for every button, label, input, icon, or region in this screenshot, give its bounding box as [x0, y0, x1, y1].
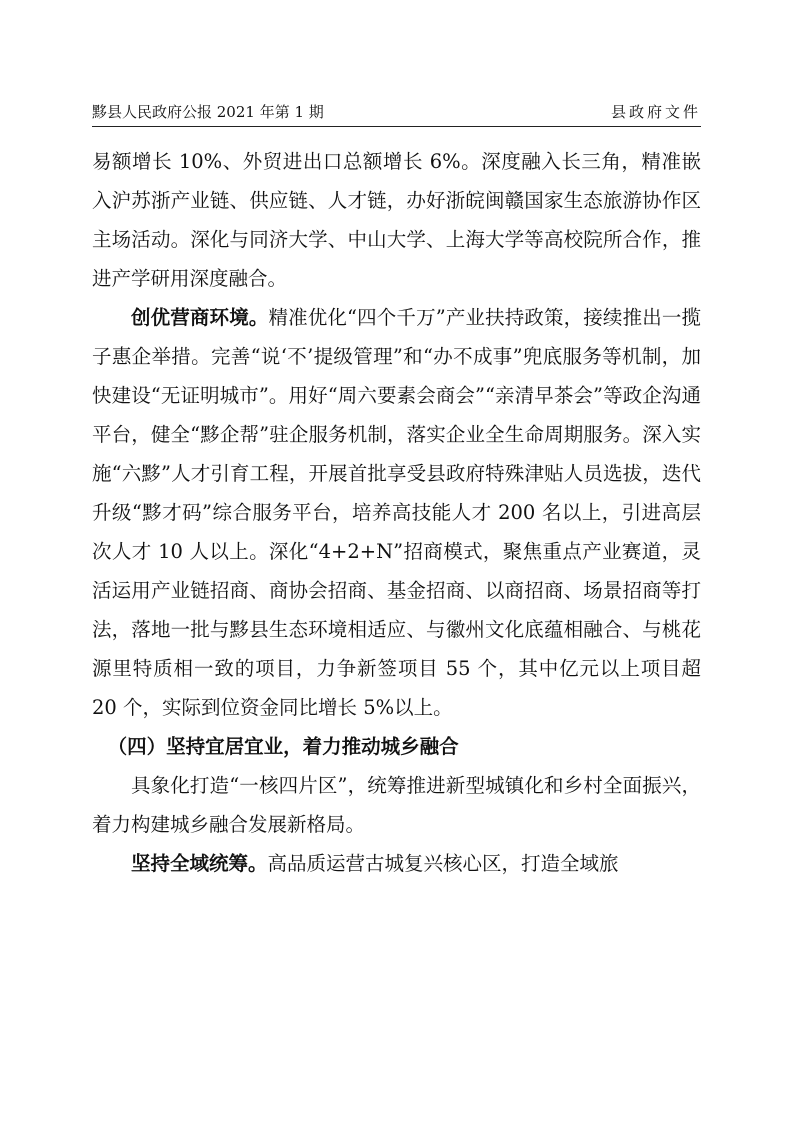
paragraph-text: 高品质运营古城复兴核心区，打造全域旅: [267, 852, 619, 875]
paragraph-business-environment: [92, 298, 701, 727]
document-body: [92, 142, 701, 883]
paragraph-regional-planning: [92, 844, 701, 883]
publication-title: 黟县人民政府公报 2021 年第 1 期: [92, 103, 324, 121]
document-type-label: 县政府文件: [610, 103, 701, 121]
paragraph-lead-heading: 坚持全域统筹。: [131, 852, 268, 875]
page-header: [92, 96, 701, 127]
paragraph-lead-heading: 创优营商环境。: [131, 306, 269, 329]
section-heading: （四）坚持宜居宜业，着力推动城乡融合: [107, 735, 459, 758]
paragraph-trade-continuation: 易额增长 10%、外贸进出口总额增长 6%。深度融入长三角，精准嵌入沪苏浙产业链、供应链、人才链，办好浙皖闽赣国家生态旅游协作区主场活动。深化与同济大学、中山大学、上海大学等高校院所合作，推进产学研用深度融合。: [92, 150, 701, 290]
paragraph-urban-rural-intro: 具象化打造“一核四片区”，统筹推进新型城镇化和乡村全面振兴，着力构建城乡融合发展新格局。: [92, 774, 701, 836]
paragraph-text: 精准优化“四个千万”产业扶持政策，接续推出一揽子惠企举措。完善“说‘不’提级管理”和“办不成事”兜底服务等机制，加快建设“无证明城市”。用好“周六要素会商会”“亲清早茶会”等政企沟通平台，健全“黟企帮”驻企服务机制，落实企业全生命周期服务。深入实施“六黟”人才引育工程，开展首批享受县政府特殊津贴人员选拔，迭代升级“黟才码”综合服务平台，培养高技能人才 200 名以上，引进高层次人才 10 人以上。深化“4+2+N”招商模式，聚焦重点产业赛道，灵活运用产业链招商、商协会招商、基金招商、以商招商、场景招商等打法，落地一批与黟县生态环境相适应、与徽州文化底蕴相融合、与桃花源里特质相一致的项目，力争新签项目 55 个，其中亿元以上项目超 20 个，实际到位资金同比增长 5%以上。: [92, 306, 701, 719]
